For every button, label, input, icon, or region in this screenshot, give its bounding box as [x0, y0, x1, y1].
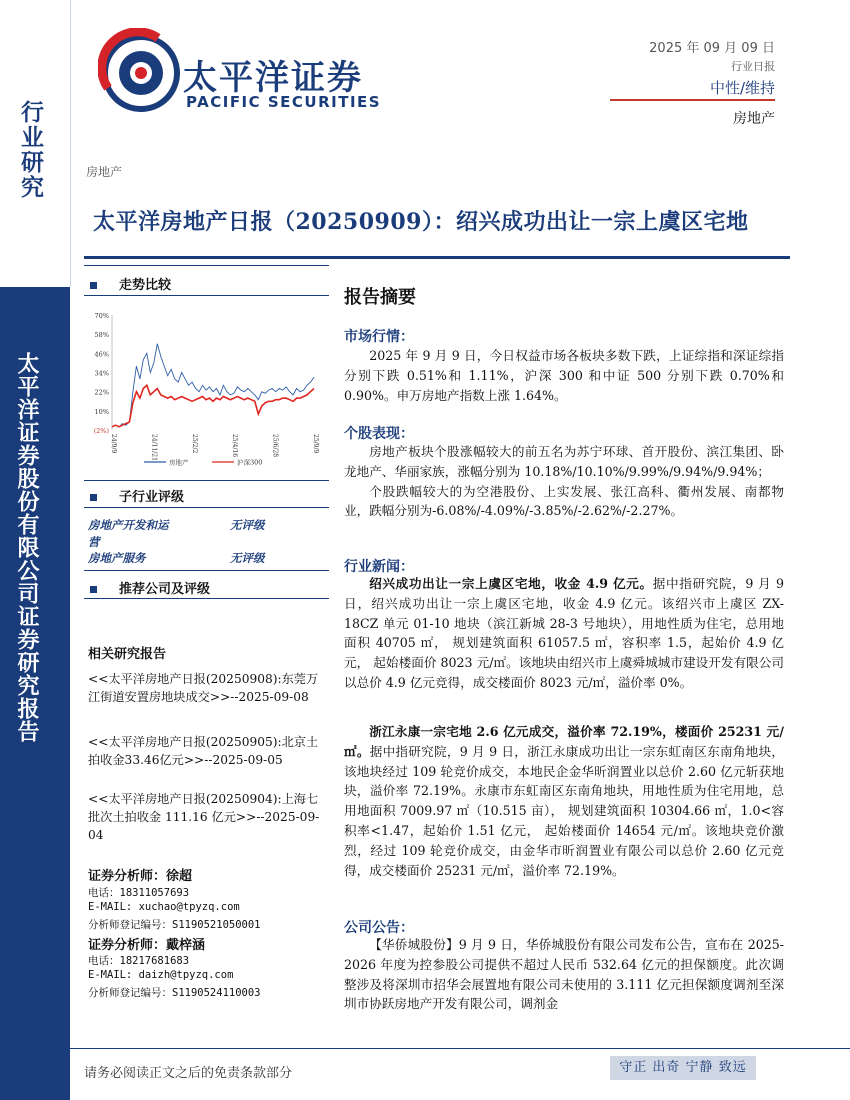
sub-industry-rating: 无评级: [230, 518, 265, 532]
analyst-email[interactable]: E-MAIL: xuchao@tpyzq.com: [88, 901, 240, 913]
related-reports-heading: 相关研究报告: [88, 647, 167, 662]
section-divider: [84, 570, 329, 571]
x-tick-label: 25/4/16: [231, 434, 239, 458]
legend-label: 房地产: [169, 458, 189, 467]
related-report-link[interactable]: <<太平洋房地产日报(20250908):东莞万江街道安置房地块成交>>--2025-09-08: [88, 672, 319, 704]
section-divider: [84, 295, 329, 296]
y-tick-label: 46%: [94, 350, 109, 359]
industry-rating: 中性/维持: [709, 79, 775, 97]
chart-legend: [144, 458, 262, 467]
related-report-link[interactable]: <<太平洋房地产日报(20250905):北京土拍收金33.46亿元>>--2025-09-05: [88, 735, 319, 767]
report-type: 行业日报: [731, 60, 775, 73]
news-heading: 行业新闻：: [344, 559, 414, 575]
analyst-name: 证券分析师：徐超: [88, 869, 193, 884]
analyst-cert: 分析师登记编号：S1190524110003: [88, 987, 261, 999]
analyst-phone: 电话：18311057693: [88, 887, 190, 899]
report-category-vertical: 行业研究: [17, 100, 44, 200]
summary-title: 报告摘要: [344, 287, 416, 308]
stocks-heading: 个股表现：: [344, 426, 414, 442]
recommend-heading: 推荐公司及评级: [90, 578, 210, 597]
company-name-vertical: 太平洋证券股份有限公司证券研究报告: [14, 352, 40, 743]
news-paragraph-2: 浙江永康一宗宅地 2.6 亿元成交，溢价率 72.19%，楼面价 25231 元/㎡。据中指研究院，9 月 9 日，浙江永康成功出让一宗东虹南区东南角地块，该地块经过 109 轮竞价成交，本地民企金华昕润置业以总价 2.60 亿元斩获地块，溢价率 72.19%。永康市东虹南区东南角地块，用地性质为住宅用地，总用地面积 7009.97 ㎡（10.515 亩）， 规划建筑面积 10304.66 ㎡，1.0<容积率<1.47，起始价 1.51 亿元， 起始楼面价 14654 元/㎡。该地块竞价激烈，经过 109 轮竞价成交，由金华市昕润置业有限公司以总价 2.60 亿元竞得，成交楼面价 25231 元/㎡，溢价率 72.19%。: [344, 724, 784, 878]
footer-slogan: 守正 出奇 宁静 致远: [610, 1056, 756, 1080]
title-divider: [84, 256, 790, 259]
section-divider: [84, 265, 329, 266]
y-tick-label: 70%: [94, 312, 109, 320]
logo-text-english: PACIFIC SECURITIES: [186, 93, 382, 111]
trend-chart: [84, 305, 324, 477]
y-tick-label: 34%: [94, 369, 109, 378]
analyst-cert: 分析师登记编号：S1190521050001: [88, 919, 261, 931]
x-tick-label: 25/9/9: [312, 434, 319, 454]
square-bullet-icon: [90, 586, 97, 593]
x-tick-label: 24/9/9: [110, 434, 117, 454]
sub-rating-heading: 子行业评级: [90, 486, 184, 505]
analyst-name: 证券分析师：戴梓涵: [88, 938, 206, 953]
report-date: 2025 年 09 月 09 日: [649, 41, 775, 56]
y-axis-ticks: [94, 312, 112, 435]
page-title: 太平洋房地产日报（20250909）：绍兴成功出让一宗上虞区宅地: [93, 209, 749, 235]
logo-text-chinese: 太平洋证券: [183, 58, 363, 98]
x-axis-ticks: [110, 434, 319, 461]
news-paragraph-1: 绍兴成功出让一宗上虞区宅地，收金 4.9 亿元。据中指研究院，9 月 9 日，绍兴成功出让一宗上虞区宅地，收金 4.9 亿元。该绍兴市上虞区 ZX-18CZ 单元 01-10 地块（滨江新城 28-3 号地块），用地性质为住宅，总用地面积 40705 ㎡， 规划建筑面积 61057.5 ㎡，容积率 1.5，起始价 4.9 亿元， 起始楼面价 8023 元/㎡。该地块由绍兴市上虞舜城城市建设开发有限公司以总价 4.9 亿元竞得，成交楼面价 8023 元/㎡，溢价率 0%。: [344, 576, 784, 690]
notice-heading: 公司公告：: [344, 920, 414, 936]
sub-industry-name: 房地产开发和运营: [88, 518, 169, 549]
related-report-link[interactable]: <<太平洋房地产日报(20250904):上海七批次土拍收金 111.16 亿元>>--2025-09-04: [88, 792, 320, 842]
market-paragraph: 2025 年 9 月 9 日，今日权益市场各板块多数下跌，上证综指和深证综指分别下跌 0.51%和 1.11%，沪深 300 和中证 500 分别下跌 0.70%和 0.90%。申万房地产指数上涨 1.64%。: [344, 348, 784, 403]
footer-disclaimer: 请务必阅读正文之后的免责条款部分: [84, 1066, 293, 1081]
x-tick-label: 25/6/28: [271, 434, 279, 458]
series-line: [112, 344, 314, 427]
header-divider: [610, 99, 775, 101]
section-divider: [84, 598, 329, 599]
chart-series: [112, 344, 314, 427]
footer-divider: [70, 1048, 850, 1049]
notice-paragraph: 【华侨城股份】9 月 9 日，华侨城股份有限公司发布公告，宣布在 2025-2026 年度为控参股公司提供不超过人民币 532.64 亿元的担保额度。此次调整涉及将深圳市招华会展置地有限公司未使用的 3.111 亿元担保额度调剂至深圳市协跃房地产开发有限公司，调剂金: [344, 937, 784, 1012]
x-tick-label: 25/2/2: [190, 434, 198, 454]
square-bullet-icon: [90, 282, 97, 289]
company-logo-icon: [98, 28, 184, 114]
sub-industry-name: 房地产服务: [88, 551, 146, 565]
legend-label: 沪深300: [237, 458, 263, 467]
y-tick-label: 22%: [94, 388, 109, 397]
x-tick-label: 24/11/21: [150, 434, 158, 461]
section-divider: [84, 480, 329, 481]
square-bullet-icon: [90, 494, 97, 501]
trend-heading: 走势比较: [90, 274, 171, 293]
stocks-paragraph: 房地产板块个股涨幅较大的前五名为苏宁环球、首开股份、滨江集团、卧龙地产、华丽家族，涨幅分别为 10.18%/10.10%/9.99%/9.94%/9.94%； 个股跌幅较大的为空港股份、上实发展、张江高科、衢州发展、南都物业，跌幅分别为-6.08%/-4.09%/-3.85%/-2.62%/-2.27%。: [344, 444, 784, 519]
y-tick-label: 58%: [94, 331, 109, 340]
sub-industry-rating: 无评级: [230, 551, 265, 565]
y-tick-label: (2%): [93, 427, 109, 435]
sector-tag: 房地产: [733, 111, 775, 127]
analyst-email[interactable]: E-MAIL: daizh@tpyzq.com: [88, 969, 234, 981]
breadcrumb: 房地产: [86, 165, 123, 179]
section-divider: [84, 507, 329, 508]
analyst-phone: 电话：18217681683: [88, 955, 190, 967]
y-tick-label: 10%: [94, 407, 109, 416]
market-heading: 市场行情：: [344, 329, 414, 345]
